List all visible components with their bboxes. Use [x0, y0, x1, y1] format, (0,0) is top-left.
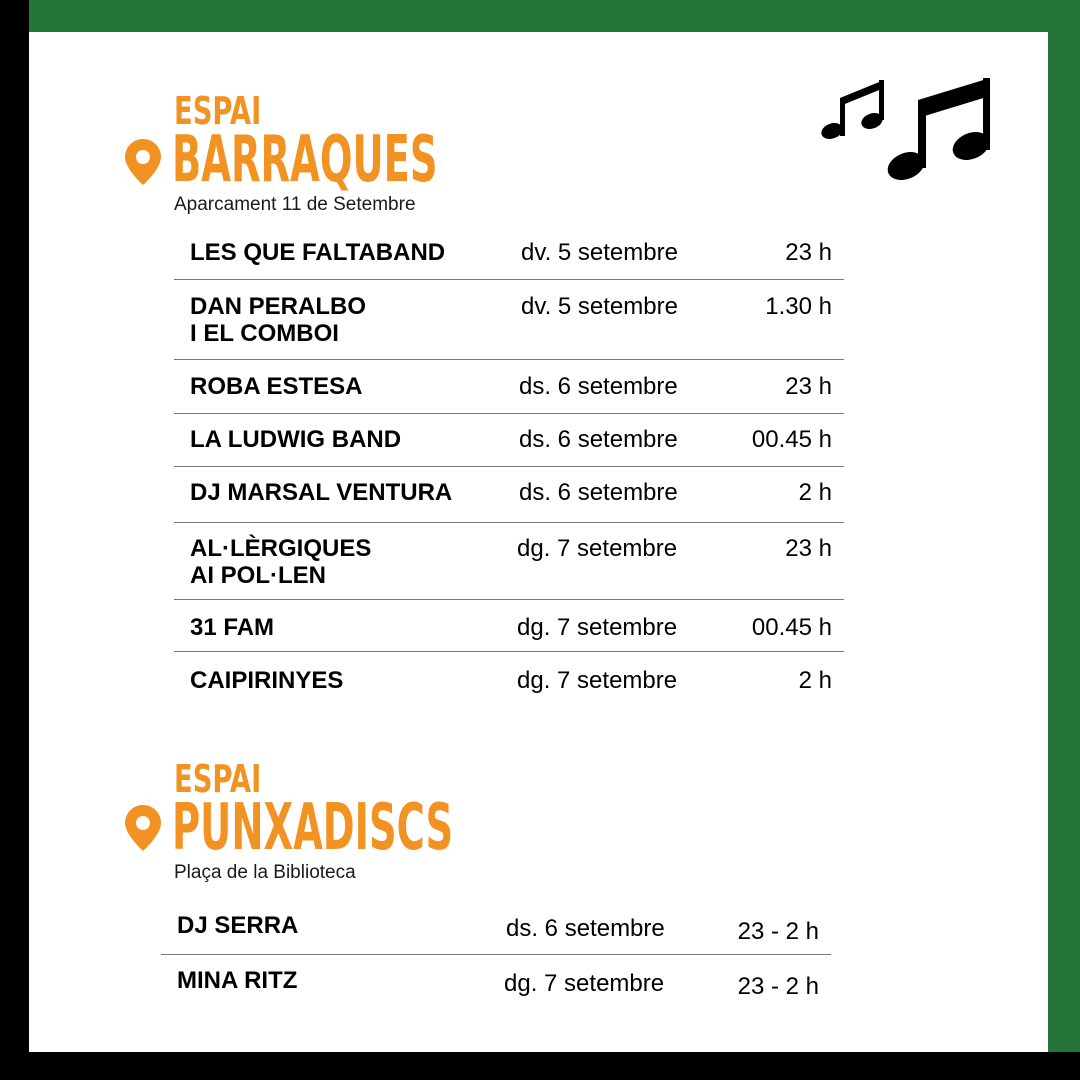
table-row: [174, 466, 844, 523]
frame-border-bottom: [0, 1052, 1080, 1080]
music-notes-icon: [818, 74, 998, 186]
event-time: 23 h: [785, 239, 832, 266]
table-row: [174, 228, 844, 279]
event-time: 00.45 h: [751, 426, 832, 453]
artist-name: LA LUDWIG BAND: [190, 426, 402, 453]
artist-name: ROBA ESTESA: [190, 373, 363, 400]
table-row: [174, 599, 844, 652]
venue-label: ESPAI: [174, 89, 262, 133]
event-date: dg. 7 setembre: [517, 667, 678, 694]
schedule-table-punxadiscs: [161, 900, 831, 1010]
event-date: dg. 7 setembre: [517, 535, 678, 562]
frame-border-right: [1048, 0, 1080, 1052]
frame-border-top: [0, 0, 1080, 32]
event-time: 23 h: [785, 535, 832, 562]
table-row: [174, 522, 844, 600]
venue-address: Plaça de la Biblioteca: [174, 862, 356, 883]
venue-label: ESPAI: [174, 757, 262, 801]
table-row: [174, 413, 844, 467]
artist-name: CAIPIRINYES: [190, 667, 344, 694]
artist-name: DJ SERRA: [177, 912, 299, 939]
table-row: [174, 359, 844, 414]
event-date: dg. 7 setembre: [517, 614, 678, 641]
venue-address: Aparcament 11 de Setembre: [174, 194, 416, 215]
event-date: ds. 6 setembre: [519, 479, 678, 506]
artist-name: DJ MARSAL VENTURA: [190, 479, 453, 506]
event-time: 2 h: [798, 667, 832, 694]
table-row: [174, 651, 844, 708]
event-time: 23 h: [785, 373, 832, 400]
location-pin-icon: [124, 138, 162, 186]
event-time: 2 h: [798, 479, 832, 506]
frame-border-left: [0, 0, 29, 1080]
event-time: 23 - 2 h: [737, 973, 819, 1000]
table-row: [161, 954, 831, 1009]
artist-name: MINA RITZ: [177, 967, 298, 994]
venue-name: PUNXADISCS: [172, 791, 454, 865]
artist-name-line2: AI POL·LEN: [190, 562, 326, 589]
table-row: [174, 279, 844, 360]
venue-header-barraques: [124, 89, 544, 222]
artist-name: AL·LÈRGIQUES: [190, 535, 372, 562]
table-row: [161, 900, 831, 954]
event-time: 00.45 h: [751, 614, 832, 641]
event-date: ds. 6 setembre: [519, 426, 678, 453]
event-date: dv. 5 setembre: [521, 293, 678, 320]
venue-name: BARRAQUES: [172, 123, 438, 197]
event-time: 1.30 h: [765, 293, 832, 320]
artist-name: 31 FAM: [190, 614, 275, 641]
event-date: ds. 6 setembre: [506, 915, 665, 942]
artist-name-line2: I EL COMBOI: [190, 320, 339, 347]
event-time: 23 - 2 h: [737, 918, 819, 945]
artist-name: LES QUE FALTABAND: [190, 239, 446, 266]
schedule-table-barraques: [174, 228, 844, 708]
location-pin-icon: [124, 804, 162, 852]
event-date: dg. 7 setembre: [504, 970, 665, 997]
artist-name: DAN PERALBO: [190, 293, 367, 320]
venue-header-punxadiscs: [124, 757, 544, 890]
event-date: ds. 6 setembre: [519, 373, 678, 400]
event-date: dv. 5 setembre: [521, 239, 678, 266]
